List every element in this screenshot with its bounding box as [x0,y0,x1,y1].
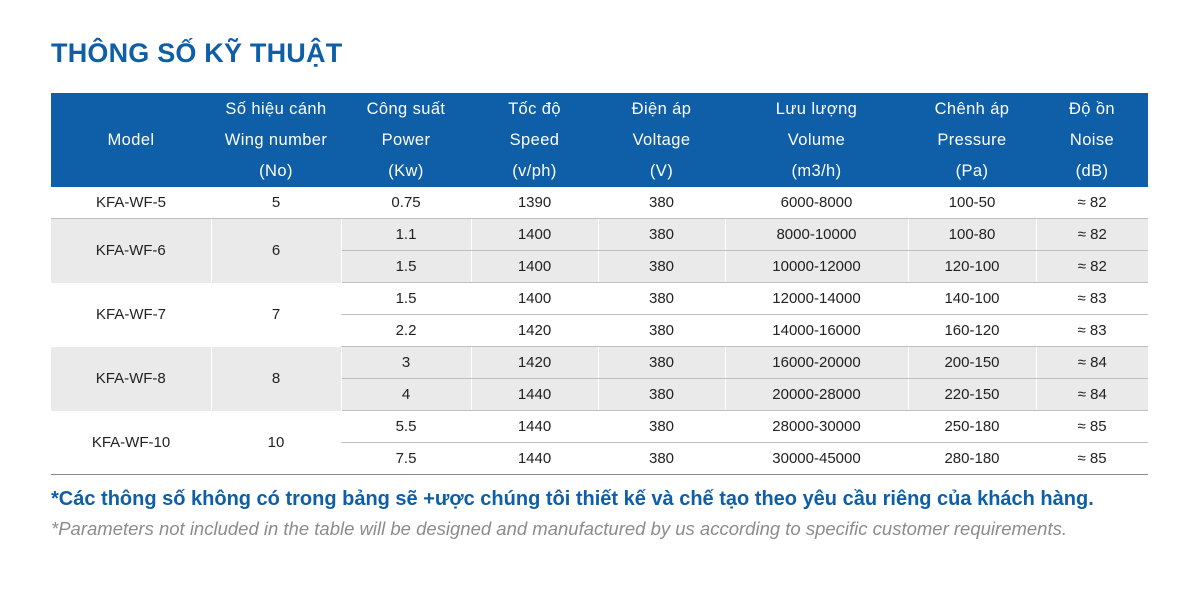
header-voltage-line: (V) [649,161,674,180]
voltage-cell: 380 [598,219,725,251]
volume-cell: 28000-30000 [725,411,908,443]
header-pressure-line: Chênh áp [934,99,1010,118]
header-speed [471,93,598,187]
wing-number-cell: 7 [271,306,281,323]
header-pressure-line: (Pa) [955,161,989,180]
header-row [51,93,1148,187]
pressure-cell: 100-80 [908,219,1036,251]
power-cell: 1.1 [341,219,471,251]
table-body [51,187,1148,475]
noise-cell: ≈ 82 [1036,219,1148,251]
header-volume [725,93,908,187]
header-pressure [908,93,1036,187]
power-cell: 0.75 [341,187,471,219]
header-volume-line: (m3/h) [791,161,842,180]
header-pressure-line: Pressure [937,130,1007,149]
header-volume-line: Volume [787,130,846,149]
header-power-line: Power [381,130,431,149]
spec-table [51,93,1148,475]
volume-cell: 16000-20000 [725,347,908,379]
power-cell: 5.5 [341,411,471,443]
noise-cell: ≈ 83 [1036,283,1148,315]
model-cell: KFA-WF-7 [96,306,166,323]
note-vietnamese: *Các thông số không có trong bảng sẽ +ược chúng tôi thiết kế và chế tạo theo yêu cầu riêng của khách hàng. [51,488,1094,510]
pressure-cell: 220-150 [908,379,1036,411]
voltage-cell: 380 [598,411,725,443]
header-noise-line: Noise [1069,130,1115,149]
power-cell: 4 [341,379,471,411]
wing-number-cell: 10 [211,411,341,475]
speed-cell: 1420 [471,315,598,347]
volume-cell: 10000-12000 [725,251,908,283]
header-volume-line: Lưu lượng [775,99,858,118]
power-cell: 1.5 [341,251,471,283]
volume-cell: 20000-28000 [725,379,908,411]
power-cell: 7.5 [341,443,471,475]
speed-cell: 1440 [471,411,598,443]
pressure-cell: 280-180 [908,443,1036,475]
volume-cell: 14000-16000 [725,315,908,347]
table-row [51,347,1148,379]
power-cell: 2.2 [341,315,471,347]
voltage-cell: 380 [598,315,725,347]
table-row [51,219,1148,251]
table-row [51,187,1148,219]
header-voltage-line: Điện áp [631,99,692,118]
voltage-cell: 380 [598,443,725,475]
noise-cell: ≈ 83 [1036,315,1148,347]
header-voltage-line: Voltage [632,130,691,149]
table-row [51,283,1148,315]
header-noise-line: Độ ồn [1068,99,1116,118]
header-power [341,93,471,187]
header-noise [1036,93,1148,187]
header-model-line [51,156,211,187]
table-row [51,411,1148,443]
volume-cell: 12000-14000 [725,283,908,315]
pressure-cell: 140-100 [908,283,1036,315]
header-speed-line: (v/ph) [512,161,557,180]
volume-cell: 8000-10000 [725,219,908,251]
voltage-cell: 380 [598,379,725,411]
model-cell: KFA-WF-10 [51,411,211,475]
model-cell: KFA-WF-6 [51,219,211,283]
noise-cell: ≈ 85 [1036,443,1148,475]
noise-cell: ≈ 82 [1036,187,1148,219]
voltage-cell: 380 [598,187,725,219]
speed-cell: 1400 [471,283,598,315]
speed-cell: 1440 [471,443,598,475]
noise-cell: ≈ 85 [1036,411,1148,443]
voltage-cell: 380 [598,283,725,315]
voltage-cell: 380 [598,251,725,283]
voltage-cell: 380 [598,347,725,379]
model-cell: KFA-WF-5 [51,187,211,219]
power-cell: 3 [341,347,471,379]
table-header [51,93,1148,187]
header-wing-number-line: (No) [259,161,293,180]
wing-number-cell: 8 [211,347,341,411]
noise-cell: ≈ 84 [1036,379,1148,411]
header-wing-number-line: Số hiệu cánh [225,99,327,118]
header-model-line: Model [107,130,155,149]
page-title: THÔNG SỐ KỸ THUẬT [51,38,343,68]
wing-number-cell: 5 [211,187,341,219]
pressure-cell: 250-180 [908,411,1036,443]
noise-cell: ≈ 84 [1036,347,1148,379]
header-speed-line: Speed [509,130,560,149]
speed-cell: 1440 [471,379,598,411]
header-model [51,93,211,187]
speed-cell: 1400 [471,219,598,251]
noise-cell: ≈ 82 [1036,251,1148,283]
header-wing-number-line: Wing number [224,130,328,149]
power-cell: 1.5 [341,283,471,315]
header-model-line [51,94,211,125]
speed-cell: 1420 [471,347,598,379]
speed-cell: 1390 [471,187,598,219]
pressure-cell: 160-120 [908,315,1036,347]
model-cell: KFA-WF-8 [51,347,211,411]
pressure-cell: 120-100 [908,251,1036,283]
header-wing-number [211,93,341,187]
note-english: *Parameters not included in the table will be designed and manufactured by us according to specific customer requirements. [51,518,1068,539]
speed-cell: 1400 [471,251,598,283]
header-noise-line: (dB) [1075,161,1109,180]
header-power-line: (Kw) [388,161,424,180]
pressure-cell: 100-50 [908,187,1036,219]
header-voltage [598,93,725,187]
wing-number-cell: 6 [211,219,341,283]
volume-cell: 6000-8000 [725,187,908,219]
header-power-line: Công suất [366,99,446,118]
header-speed-line: Tốc độ [508,99,561,118]
pressure-cell: 200-150 [908,347,1036,379]
volume-cell: 30000-45000 [725,443,908,475]
